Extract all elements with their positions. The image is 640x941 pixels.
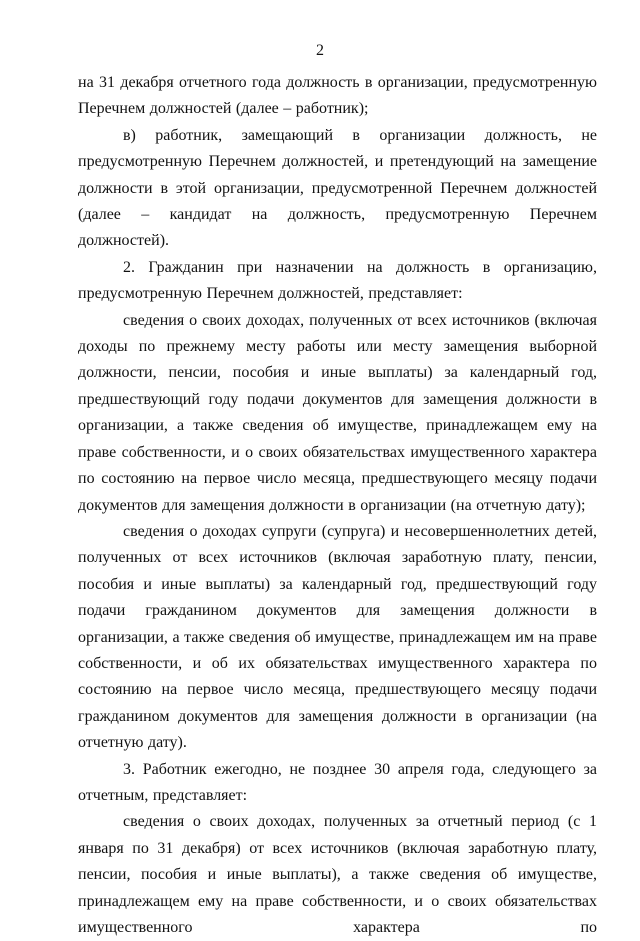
paragraph-annual-income: сведения о своих доходах, полученных за отчетный период (с 1 января по 31 декабря) от всех источников (включая заработную плату, пенсии, пособия и иные выплаты), а также сведения об имуществе, принадлежащем ему на праве собственности, и о своих обязательствах имущественного характера по — [78, 813, 597, 936]
paragraph-item-v: в) работник, замещающий в организации должность, не предусмотренную Перечнем должностей, и претендующий на замещение должности в этой организации, предусмотренной Перечнем должностей (далее – кандидат на должность, предусмотренную Перечнем должностей). — [78, 126, 597, 250]
paragraph-section-3: 3. Работник ежегодно, не позднее 30 апреля года, следующего за отчетным, представляет: — [78, 760, 597, 804]
document-body — [78, 70, 597, 941]
paragraph-section-2: 2. Гражданин при назначении на должность в организацию, предусмотренную Перечнем должностей, представляет: — [78, 258, 597, 303]
paragraph-continuation: на 31 декабря отчетного года должность в организации, предусмотренную Перечнем должностей (далее – работник); — [78, 74, 597, 118]
paragraph-family-income: сведения о доходах супруги (супруга) и несовершеннолетних детей, полученных от всех источников (включая заработную плату, пенсии, пособия и иные выплаты) за календарный год, предшествующий году подачи гражданином документов для замещения должности в организации, а также сведения об имуществе, принадлежащем им на праве собственности, и об их обязательствах имущественного характера по состоянию на первое число месяца, предшествующего месяцу подачи гражданином документов для замещения должности в организации (на отчетную дату). — [78, 522, 597, 752]
page-number: 2 — [316, 42, 324, 59]
paragraph-own-income: сведения о своих доходах, полученных от всех источников (включая доходы по прежнему месту работы или месту замещения выборной должности, пенсии, пособия и иные выплаты) за календарный год, предшествующий году подачи документов для замещения должности в организации, а также сведения об имуществе, принадлежащем ему на праве собственности, и о своих обязательствах имущественного характера по состоянию на первое число месяца, предшествующего месяцу подачи документов для замещения должности в организации (на отчетную дату); — [78, 311, 597, 514]
